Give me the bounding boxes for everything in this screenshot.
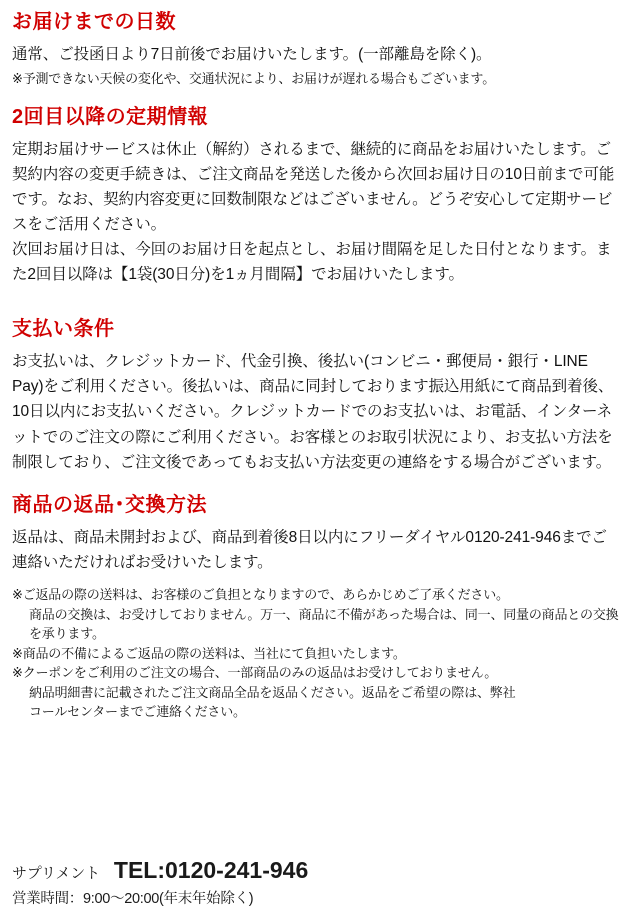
footer-contact xyxy=(12,857,621,908)
section-regular-paragraph-2: 次回お届け日は、今回のお届け日を起点とし、お届け間隔を足した日付となります。また2回目以降は【1袋(30日分)を1ヵ月間隔】でお届けいたします。 xyxy=(12,241,612,284)
section-delivery-heading: お届けまでの日数 xyxy=(12,11,176,33)
returns-note-2: 商品の交換は、お受けしておりません。万一、商品に不備があった場合は、同一、同量の商品との交換を承ります。 xyxy=(29,606,619,642)
section-payment xyxy=(12,317,621,475)
footer-product-label: サプリメント xyxy=(12,865,100,882)
section-returns xyxy=(12,493,621,722)
section-regular-heading: 2回目以降の定期情報 xyxy=(12,105,209,128)
returns-note-1: ※ご返品の際の送料は、お客様のご負担となりますので、あらかじめご了承ください。 xyxy=(12,587,509,603)
section-delivery-body: 通常、ご投函日より7日前後でお届けいたします。(一部離島を除く)。 xyxy=(12,46,492,63)
section-delivery-note: ※予測できない天候の変化や、交通状況により、お届けが遅れる場合もございます。 xyxy=(12,71,495,87)
returns-note-4: ※クーポンをご利用のご注文の場合、一部商品のみの返品はお受けしておりません。 xyxy=(12,665,498,681)
returns-note-3: ※商品の不備によるご返品の際の送料は、当社にて負担いたします。 xyxy=(12,645,406,661)
returns-note-5: 納品明細書に記載されたご注文商品全品を返品ください。返品をご希望の際は、弊社 xyxy=(29,684,516,700)
section-delivery xyxy=(12,10,621,89)
footer-business-hours: 営業時間：9:00〜20:00(年末年始除く) xyxy=(12,891,254,907)
section-regular-delivery xyxy=(12,105,621,288)
section-returns-body: 返品は、商品未開封および、商品到着後8日以内にフリーダイヤル0120-241-946までご連絡いただければお受けいたします。 xyxy=(12,528,607,571)
section-payment-heading: 支払い条件 xyxy=(12,318,115,341)
returns-note-6: コールセンターまでご連絡ください。 xyxy=(29,704,246,720)
section-returns-heading: 商品の返品･交換方法 xyxy=(12,493,207,516)
footer-telephone: TEL:0120-241-946 xyxy=(113,857,309,883)
section-payment-body: お支払いは、クレジットカード、代金引換、後払い(コンビニ・郵便局・銀行・LINE Pay)をご利用ください。後払いは、商品に同封しております振込用紙にて商品到着後、10日以内にお支払いください。クレジットカードでのお支払いは、お電話、インターネットでのご注文の際にご利用ください。お客様とのお取引状況により、お支払い方法を制限しており、ご注文後であってもお支払い方法変更の連絡をする場合がございます。 xyxy=(12,353,614,471)
section-regular-paragraph-1: 定期お届けサービスは休止（解約）されるまで、継続的に商品をお届けいたします。ご契約内容の変更手続きは、ご注文商品を発送した後から次回お届け日の10日前まで可能です。なお、契約内容変更に回数制限などはございません。どうぞ安心して定期サービスをご活用ください。 xyxy=(12,140,615,233)
footer-contact-row xyxy=(12,857,621,884)
section-returns-notes xyxy=(12,585,621,722)
